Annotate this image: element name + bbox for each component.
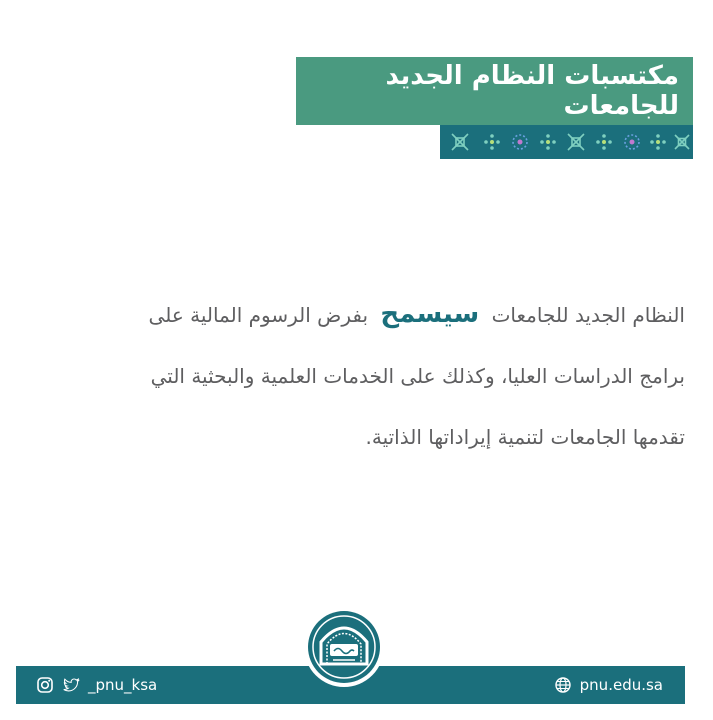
- social-handle[interactable]: _pnu_ksa: [88, 676, 158, 694]
- page-title: مكتسبات النظام الجديد للجامعات: [385, 61, 679, 121]
- social-links: [36, 666, 157, 704]
- body-line-3: تقدمها الجامعات لتنمية إيراداتها الذاتية.: [365, 425, 685, 449]
- instagram-icon[interactable]: [36, 676, 54, 694]
- website-url[interactable]: pnu.edu.sa: [579, 676, 663, 694]
- university-logo: [303, 606, 385, 688]
- body-line-1-end: بفرض الرسوم المالية على: [148, 303, 369, 327]
- decorative-pattern-strip: [440, 125, 693, 159]
- twitter-icon[interactable]: [62, 676, 80, 694]
- body-line-1: [30, 284, 685, 346]
- website-link[interactable]: [554, 666, 663, 704]
- body-paragraph: [30, 284, 685, 468]
- title-banner: [296, 57, 693, 125]
- body-line-2: برامج الدراسات العليا، وكذلك على الخدمات العلمية والبحثية التي: [150, 364, 685, 388]
- body-line-1-start: النظام الجديد للجامعات: [491, 303, 685, 327]
- highlight-word: سيسمح: [380, 299, 480, 329]
- globe-icon: [554, 676, 572, 694]
